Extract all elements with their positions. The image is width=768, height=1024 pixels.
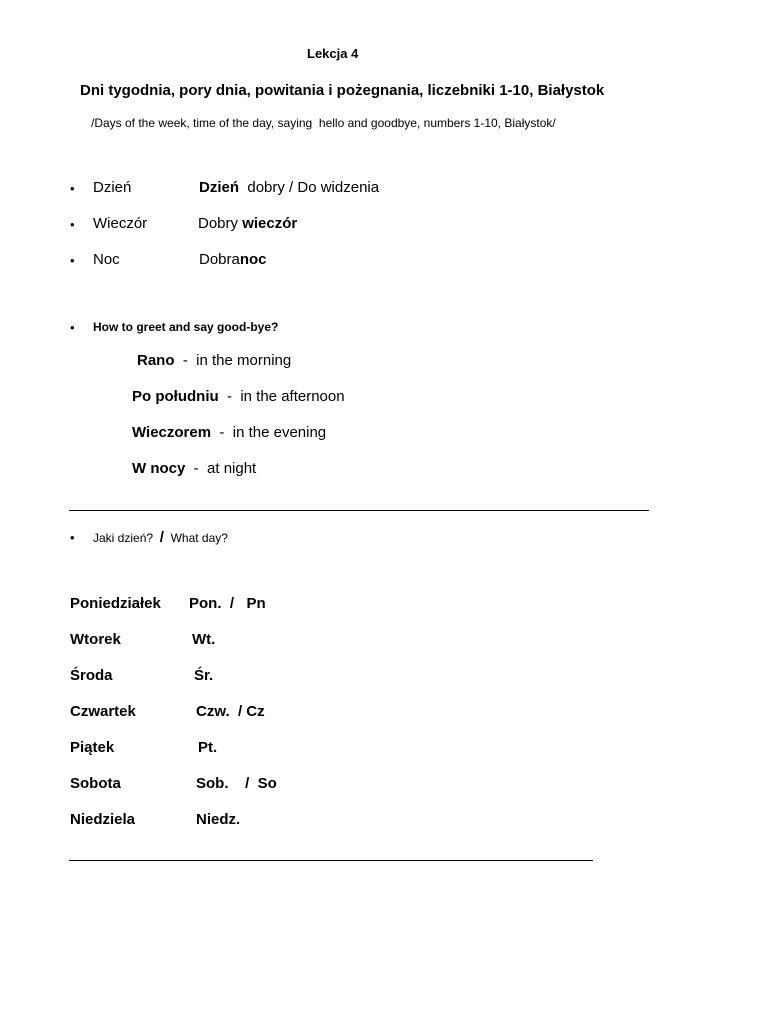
- bullet-icon: •: [70, 217, 75, 232]
- greeting-phrase-bold: wieczór: [242, 215, 298, 232]
- day-name: Środa: [70, 667, 113, 684]
- time-of-day-term: W nocy: [132, 460, 186, 477]
- divider: [69, 860, 593, 861]
- slash: /: [159, 529, 164, 546]
- greeting-phrase-bold: noc: [239, 251, 267, 268]
- day-name: Niedziela: [70, 811, 136, 828]
- bullet-icon: •: [70, 320, 75, 335]
- day-abbr: Czw. / Cz: [196, 703, 265, 720]
- time-of-day-term: Wieczorem: [132, 424, 212, 441]
- greeting-word: Noc: [93, 251, 120, 268]
- time-of-day-term: Rano: [137, 352, 175, 369]
- day-abbr: Pt.: [198, 739, 218, 756]
- day-abbr: Sob. / So: [196, 775, 277, 792]
- separator: -: [218, 388, 241, 405]
- greeting-phrase-prefix: Dobry: [198, 215, 243, 232]
- day-abbr: Niedz.: [196, 811, 241, 828]
- bullet-icon: •: [70, 530, 75, 545]
- time-of-day-term: Po południu: [132, 388, 219, 405]
- day-name: Sobota: [70, 775, 121, 792]
- greeting-phrase: [199, 179, 379, 196]
- what-day-heading-pl: Jaki dzień?: [93, 531, 154, 545]
- greeting-phrase-rest: dobry / Do widzenia: [239, 179, 380, 196]
- lesson-translation: /Days of the week, time of the day, saying hello and goodbye, numbers 1-10, Białystok/: [91, 116, 556, 130]
- lesson-title: Lekcja 4: [307, 46, 359, 61]
- greeting-phrase: [198, 215, 297, 232]
- day-name: Poniedziałek: [70, 595, 161, 612]
- day-abbr: Śr.: [194, 667, 214, 684]
- bullet-icon: •: [70, 181, 75, 196]
- time-of-day-meaning: in the afternoon: [240, 388, 345, 405]
- time-of-day-item: [137, 352, 291, 369]
- time-of-day-item: [132, 424, 326, 441]
- time-of-day-item: [132, 388, 345, 405]
- lesson-subtitle: Dni tygodnia, pory dnia, powitania i pożegnania, liczebniki 1-10, Białystok: [80, 82, 605, 99]
- what-day-heading-en: What day?: [170, 531, 228, 545]
- how-to-heading: How to greet and say good-bye?: [93, 320, 279, 334]
- time-of-day-meaning: in the evening: [232, 424, 327, 441]
- separator: -: [211, 424, 233, 441]
- greeting-phrase-bold: Dzień: [199, 179, 240, 196]
- day-name: Czwartek: [70, 703, 136, 720]
- greeting-word: Wieczór: [93, 215, 148, 232]
- greeting-phrase: [199, 251, 267, 268]
- separator: -: [185, 460, 208, 477]
- day-abbr: Pon. / Pn: [189, 595, 266, 612]
- time-of-day-meaning: at night: [207, 460, 257, 477]
- day-name: Wtorek: [70, 631, 121, 648]
- separator: -: [174, 352, 197, 369]
- bullet-icon: •: [70, 253, 75, 268]
- greeting-word: Dzień: [93, 179, 132, 196]
- greeting-phrase-prefix: Dobra: [199, 251, 240, 268]
- day-name: Piątek: [70, 739, 115, 756]
- time-of-day-meaning: in the morning: [196, 352, 292, 369]
- what-day-heading: [93, 529, 228, 546]
- day-abbr: Wt.: [192, 631, 216, 648]
- divider: [69, 510, 649, 511]
- time-of-day-item: [132, 460, 256, 477]
